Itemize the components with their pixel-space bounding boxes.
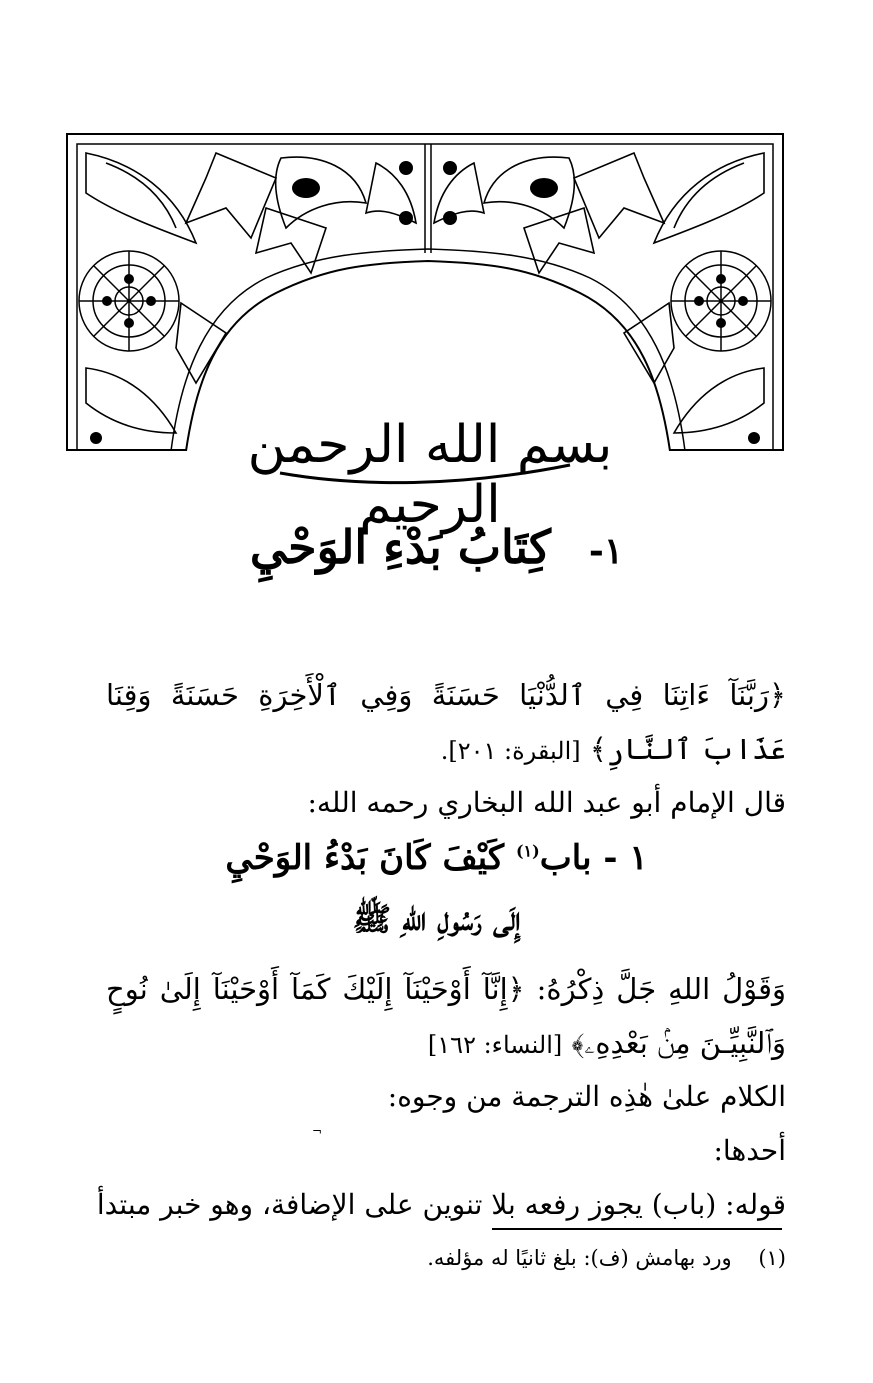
verse-2-line-1: وَقَوْلُ اللهِ جَلَّ ذِكْرُهُ: ﴿إِنَّآ أَوْحَيْنَآ إِلَيْكَ كَمَآ أَوْحَيْنَآ إِلَىٰ نُوحٍ: [106, 972, 786, 1006]
verse-block-1: [106, 668, 786, 830]
verse-block-2: [96, 962, 786, 1232]
footnote: [300, 1246, 786, 1270]
book-title: [0, 520, 873, 574]
intro-line: قال الإمام أبو عبد الله البخاري رحمه الله:: [307, 786, 786, 819]
verse-1-text: عَذَابَ ٱلنَّارِ﴾: [589, 732, 786, 766]
verse-1-line-1: ﴿رَبَّنَآ ءَاتِنَا فِي ٱلدُّنْيَا حَسَنَةً وَفِي ٱلْأَخِرَةِ حَسَنَةً وَقِنَا: [106, 678, 786, 712]
book-title-text: كِتَابُ بَدْءِ الوَحْيِ: [249, 520, 551, 574]
verse-1-reference: [البقرة: ٢٠١].: [440, 737, 581, 765]
basmala-calligraphy: [240, 395, 620, 535]
commentary-line-1: الكلام علىٰ هٰذِه الترجمة من وجوه:: [387, 1080, 786, 1113]
chapter-heading-line-2: إِلَى رَسُولِ اللهِ ﷺ: [352, 900, 521, 938]
verse-2-line-2: [106, 1016, 786, 1070]
commentary-line-3: قوله: (باب) يجوز رفعه بلا تنوين على الإضافة، وهو خبر مبتدأ: [96, 1188, 786, 1221]
basmala-text: بسم الله الرحمن الرحيم: [247, 415, 613, 535]
chapter-title: كَيْفَ كَانَ بَدْءُ الوَحْيِ: [225, 838, 505, 878]
footnote-text: ورد بهامش (ف): بلغ ثانيًا له مؤلفه.: [427, 1246, 732, 1270]
verse-1-line-2: [106, 722, 786, 776]
footnote-number: (١): [758, 1246, 786, 1270]
book-number: ١-: [588, 530, 624, 572]
chapter-heading-line-1: [0, 838, 873, 878]
verse-2-text: وَٱلنَّبِيِّـنَ مِنۢ بَعْدِهِۦ﴾: [571, 1026, 786, 1060]
footnote-separator: [492, 1228, 782, 1230]
stray-mark: ¬: [312, 1124, 323, 1138]
chapter-prefix: ١ - باب: [539, 838, 648, 878]
basmala-flourish: [240, 395, 620, 515]
commentary-line-2: أحدها:: [713, 1134, 786, 1167]
verse-2-reference: [النساء: ١٦٢]: [427, 1031, 563, 1059]
footnote-marker: (١): [515, 841, 540, 861]
